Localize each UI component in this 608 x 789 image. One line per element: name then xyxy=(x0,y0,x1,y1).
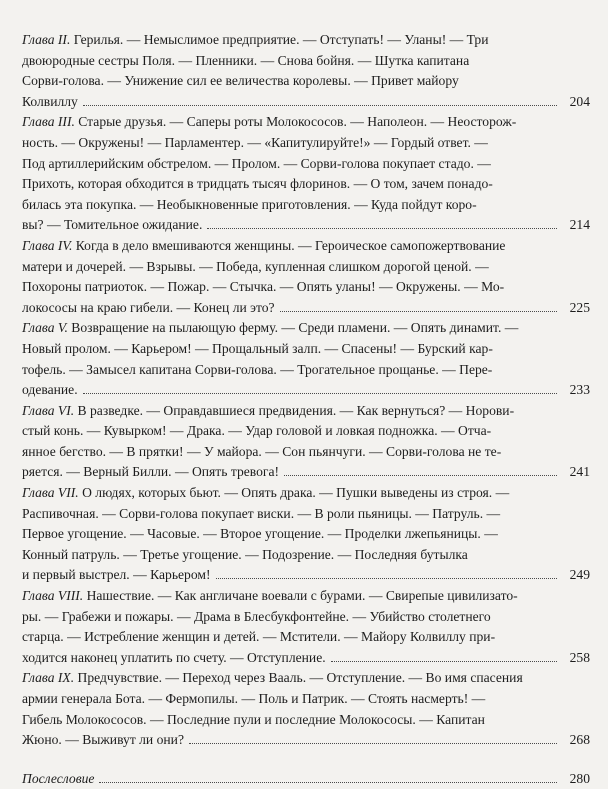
toc-line-text xyxy=(22,380,78,401)
toc-line-text xyxy=(22,629,495,644)
dot-leader xyxy=(216,578,557,579)
dot-leader xyxy=(284,475,557,476)
toc-line-text xyxy=(22,362,492,377)
chapter-summary-line: В разведке. — Оправдавшиеся предвидения. — Как вернуться? — Норови- xyxy=(74,402,515,418)
chapter-summary-line: ность. — Окружены! — Парламентер. — «Капитулируйте!» — Гордый ответ. — xyxy=(22,134,488,150)
toc-line-text xyxy=(22,238,505,253)
toc-entry xyxy=(22,318,590,400)
chapter-heading: Глава III. xyxy=(22,114,75,130)
dot-leader xyxy=(331,661,557,662)
page-number: 258 xyxy=(569,649,590,665)
toc-line-text xyxy=(22,547,468,562)
chapter-summary-line: Возвращение на пылающую ферму. — Среди пламени. — Опять динамит. — xyxy=(67,320,519,336)
page-number: 225 xyxy=(569,299,590,315)
toc-line xyxy=(22,30,560,51)
toc-line-text xyxy=(22,462,279,483)
toc-entry xyxy=(22,112,590,236)
chapter-summary-line: Предчувствие. — Переход через Вааль. — Отступление. — Во имя спасения xyxy=(74,670,523,686)
chapter-summary-line: стый конь. — Кувырком! — Драка. — Удар головой и ловкая подножка. — Отча- xyxy=(22,423,492,439)
toc-line xyxy=(22,586,560,607)
toc-line-text xyxy=(22,565,211,586)
chapter-heading: Глава VII. xyxy=(22,485,79,501)
toc-line xyxy=(22,298,560,319)
toc-entry xyxy=(22,30,590,112)
toc-line xyxy=(22,215,560,236)
page-number: 249 xyxy=(569,567,590,583)
toc-line-text xyxy=(22,609,491,624)
toc-line-text xyxy=(22,485,509,500)
chapter-summary-line: О людях, которых бьют. — Опять драка. — Пушки выведены из строя. — xyxy=(78,485,510,501)
chapter-heading: Глава VI. xyxy=(22,402,75,418)
toc-line xyxy=(22,380,560,401)
chapter-heading: Глава VIII. xyxy=(22,588,84,604)
chapter-summary-line: Гибель Молокососов. — Последние пули и последние Молокососы. — Капитан xyxy=(22,711,485,727)
chapter-summary-line: Конный патруль. — Третье угощение. — Подозрение. — Последняя бутылка xyxy=(22,546,468,562)
toc-line-text xyxy=(22,403,514,418)
chapter-summary-line: Распивочная. — Сорви-голова покупает виски. — В роли пьяницы. — Патруль. — xyxy=(22,505,501,521)
toc-line xyxy=(22,71,560,92)
toc-line-text xyxy=(22,73,459,88)
dot-leader xyxy=(207,228,557,229)
chapter-summary-line: билась эта покупка. — Необыкновенные приготовления. — Куда пойдут коро- xyxy=(22,196,477,212)
chapter-summary-line: Прихоть, которая обходится в тридцать тысяч флоринов. — О том, зачем понадо- xyxy=(22,176,493,192)
toc-line xyxy=(22,277,560,298)
chapter-heading: Глава II. xyxy=(22,32,71,47)
page-number: 214 xyxy=(569,217,590,233)
toc-line xyxy=(22,133,560,154)
toc-line-text xyxy=(22,588,518,603)
toc-entry xyxy=(22,483,590,586)
toc-line xyxy=(22,174,560,195)
toc-line xyxy=(22,195,560,216)
toc-line-text xyxy=(22,769,94,789)
toc-line-text xyxy=(22,670,523,685)
chapter-summary-line: одевание. xyxy=(22,382,78,398)
toc-line xyxy=(22,689,560,710)
chapter-summary-line: Первое угощение. — Часовые. — Второе угощение. — Проделки лжепьяницы. — xyxy=(22,526,498,542)
toc-line-text xyxy=(22,341,493,356)
chapter-summary-line: Когда в дело вмешиваются женщины. — Героическое самопожертвование xyxy=(72,237,506,253)
toc-line xyxy=(22,257,560,278)
toc-line xyxy=(22,710,560,731)
toc-line xyxy=(22,565,560,586)
chapter-summary-line: Жюно. — Выживут ли они? xyxy=(22,732,184,748)
toc-line-text xyxy=(22,444,501,459)
dot-leader xyxy=(280,311,557,312)
chapter-summary-line: ходится наконец уплатить по счету. — Отступление. xyxy=(22,649,326,665)
toc-entry xyxy=(22,401,590,483)
toc-line-text xyxy=(22,135,488,150)
toc-line-text xyxy=(22,691,485,706)
dot-leader xyxy=(83,105,557,106)
toc-line xyxy=(22,236,560,257)
page-number: 233 xyxy=(569,382,590,398)
toc-line xyxy=(22,442,560,463)
chapter-summary-line: Герилья. — Немыслимое предприятие. — Отступать! — Уланы! — Три xyxy=(70,32,489,47)
toc-line xyxy=(22,154,560,175)
toc-line-text xyxy=(22,114,516,129)
toc-line-text xyxy=(22,320,518,335)
toc-line xyxy=(22,421,560,442)
toc-line xyxy=(22,318,560,339)
toc-line xyxy=(22,339,560,360)
toc-entry-text xyxy=(22,586,560,668)
chapter-summary-line: Сорви-голова. — Унижение сил ее величества королевы. — Привет майору xyxy=(22,73,459,89)
chapter-summary-line: вы? — Томительное ожидание. xyxy=(22,217,203,233)
toc-entry-text xyxy=(22,318,560,400)
chapter-summary-line: армии генерала Бота. — Фермопилы. — Поль и Патрик. — Стоять насмерть! — xyxy=(22,691,486,706)
toc-entry-text xyxy=(22,483,560,586)
toc-line xyxy=(22,401,560,422)
chapter-summary-line: старца. — Истребление женщин и детей. — Мстители. — Майору Колвиллу при- xyxy=(22,629,496,645)
chapter-summary-line: и первый выстрел. — Карьером! xyxy=(22,567,211,583)
toc-line xyxy=(22,360,560,381)
dot-leader xyxy=(83,393,557,394)
chapter-summary-line: ры. — Грабежи и пожары. — Драма в Блесбукфонтейне. — Убийство столетнего xyxy=(22,608,491,624)
table-of-contents xyxy=(22,30,590,789)
toc-line-text xyxy=(22,92,78,113)
page-number: 204 xyxy=(569,93,590,109)
toc-line-text xyxy=(22,32,489,47)
chapter-summary-line: Под артиллерийским обстрелом. — Пролом. — Сорви-голова покупает стадо. — xyxy=(22,155,491,171)
toc-line-text xyxy=(22,648,326,669)
toc-line xyxy=(22,769,560,789)
chapter-heading: Послесловие xyxy=(22,770,95,786)
toc-line xyxy=(22,92,560,113)
chapter-heading: Глава IV. xyxy=(22,237,73,253)
chapter-summary-line: Похороны патриоток. — Пожар. — Стычка. — Опять уланы! — Окружены. — Мо- xyxy=(22,279,505,295)
chapter-heading: Глава IX. xyxy=(22,670,75,686)
toc-line xyxy=(22,648,560,669)
toc-line-text xyxy=(22,730,184,751)
chapter-summary-line: Старые друзья. — Саперы роты Молокососов. — Наполеон. — Неосторож- xyxy=(74,114,517,130)
toc-entry xyxy=(22,586,590,668)
toc-line-text xyxy=(22,156,491,171)
toc-line xyxy=(22,504,560,525)
toc-line xyxy=(22,730,560,751)
toc-line-text xyxy=(22,197,477,212)
chapter-summary-line: ряется. — Верный Билли. — Опять тревога! xyxy=(22,464,280,480)
toc-line-text xyxy=(22,298,275,319)
chapter-summary-line: янное бегство. — В прятки! — У майора. — Сон пьянчуги. — Сорви-голова не те- xyxy=(22,443,502,459)
toc-line xyxy=(22,112,560,133)
dot-leader xyxy=(189,743,557,744)
toc-line-text xyxy=(22,506,500,521)
toc-line xyxy=(22,607,560,628)
toc-line xyxy=(22,462,560,483)
page-number: 280 xyxy=(569,770,590,786)
toc-line xyxy=(22,545,560,566)
toc-line xyxy=(22,668,560,689)
toc-entry-text xyxy=(22,112,560,236)
page-number: 241 xyxy=(569,464,590,480)
toc-line-text xyxy=(22,259,489,274)
toc-line-text xyxy=(22,712,485,727)
chapter-summary-line: Нашествие. — Как англичане воевали с бурами. — Свирепые цивилизато- xyxy=(83,588,518,604)
chapter-heading: Глава V. xyxy=(22,320,68,336)
toc-line xyxy=(22,627,560,648)
toc-entry-text xyxy=(22,769,560,789)
chapter-summary-line: локососы на краю гибели. — Конец ли это? xyxy=(22,299,275,315)
toc-line-text xyxy=(22,526,498,541)
chapter-summary-line: Новый пролом. — Карьером! — Прощальный залп. — Спасены! — Бурский кар- xyxy=(22,340,493,356)
toc-line-text xyxy=(22,176,493,191)
toc-line xyxy=(22,483,560,504)
toc-entry-text xyxy=(22,236,560,318)
chapter-summary-line: матери и дочерей. — Взрывы. — Победа, купленная слишком дорогой ценой. — xyxy=(22,258,489,274)
toc-line-text xyxy=(22,279,504,294)
toc-entry xyxy=(22,236,590,318)
toc-entry-text xyxy=(22,30,560,112)
toc-entry-text xyxy=(22,401,560,483)
chapter-summary-line: Колвиллу xyxy=(22,93,78,109)
toc-entry xyxy=(22,769,590,789)
toc-line-text xyxy=(22,423,491,438)
toc-line-text xyxy=(22,215,202,236)
chapter-summary-line: тофель. — Замысел капитана Сорви-голова. — Трогательное прощанье. — Пере- xyxy=(22,361,493,377)
toc-line xyxy=(22,524,560,545)
toc-line-text xyxy=(22,53,469,68)
page-number: 268 xyxy=(569,732,590,748)
toc-line xyxy=(22,51,560,72)
dot-leader xyxy=(99,782,557,783)
chapter-summary-line: двоюродные сестры Поля. — Пленники. — Снова бойня. — Шутка капитана xyxy=(22,52,470,68)
